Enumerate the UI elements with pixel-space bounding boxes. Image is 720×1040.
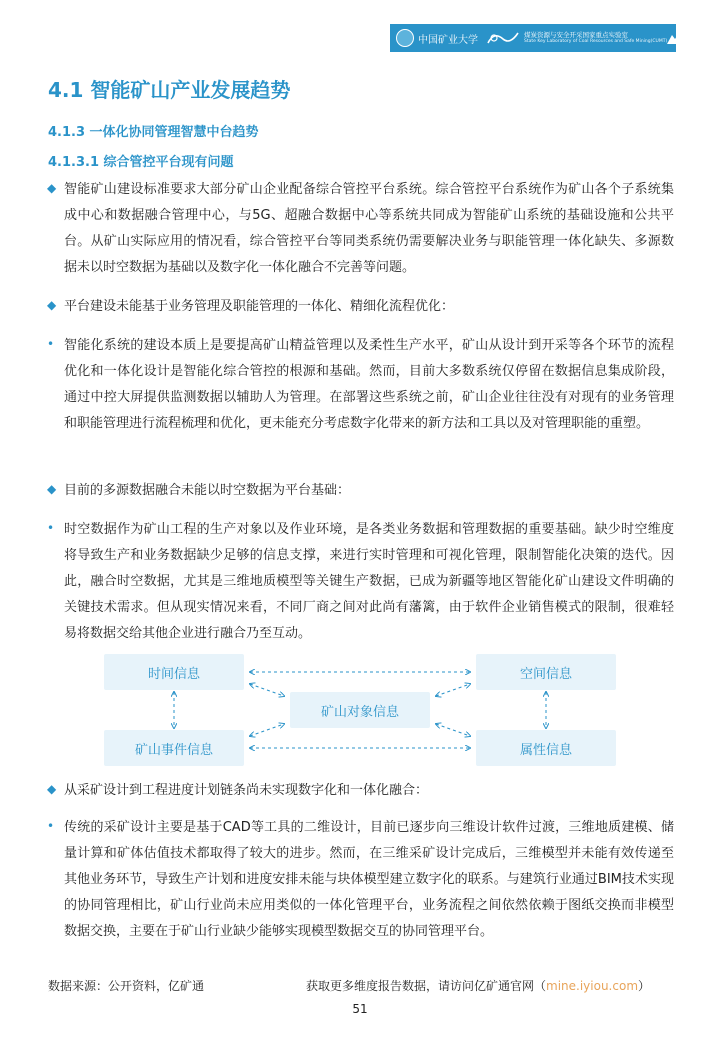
node-time-info: 时间信息 [104,654,244,690]
connector-time-center [250,684,284,696]
connector-center-attribute [436,724,470,736]
node-space-info: 空间信息 [476,654,616,690]
section-title: 4.1 智能矿山产业发展趋势 [48,78,291,102]
issue-detail-3: 传统的采矿设计主要是基于CAD等工具的二维设计，目前已逐步向三维设计软件过渡，三维地质建模、储量计算和矿体估值技术都取得了较大的进步。然而，在三维采矿设计完成后，三维模型并未能有效传递至其他业务环节，导致生产计划和进度安排未能与块体模型建立数字化的联系。与建筑行业通过BIM技术实现的协同管理相比，矿山行业尚未应用类似的一体化管理平台，业务流程之间依然依赖于图纸交换而非模型数据交换，主要在于矿山行业缺少能够实现模型数据交互的协同管理平台。 [64,820,674,939]
node-attribute-info: 属性信息 [476,730,616,766]
node-mine-object-info: 矿山对象信息 [290,692,430,728]
connector-event-center [250,724,284,736]
lab-name: 煤炭资源与安全开采国家重点实验室 [524,30,628,39]
issue-heading-1: 平台建设未能基于业务管理及职能管理的一体化、精细化流程优化： [64,299,455,314]
issue-detail-2: 时空数据作为矿山工程的生产对象以及作业环境，是各类业务数据和管理数据的重要基础。缺少时空维度将导致生产和业务数据缺少足够的信息支撑，来进行实时管理和可视化管理，限制智能化决策的迭代。因此，融合时空数据，尤其是三维地质模型等关键生产数据，已成为新疆等地区智能化矿山建设文件明确的关键技术需求。但从现实情况来看，不同厂商之间对此尚有藩篱，由于软件企业销售模式的限制，很难轻易将数据交给其他企业进行融合乃至互动。 [64,522,674,641]
issue-detail-1: 智能化系统的建设本质上是要提高矿山精益管理以及柔性生产水平，矿山从设计到开采等各个环节的流程优化和一体化设计是智能化综合管控的根源和基础。然而，目前大多数系统仅停留在数据信息集成阶段，通过中控大屏提供监测数据以辅助人为管理。在部署这些系统之前，矿山企业往往没有对现有的业务管理和职能管理进行流程梳理和优化，更未能充分考虑数字化带来的新方法和工具以及对管理职能的重塑。 [64,338,674,431]
connector-center-space [436,684,470,696]
university-name: 中国矿业大学 [418,34,478,46]
header-banner [390,24,708,52]
diamond-bullet: ◆ [47,782,57,796]
issue-heading-3: 从采矿设计到工程进度计划链条尚未实现数字化和一体化融合： [64,783,429,798]
brand-mountain-icon [667,32,681,44]
dot-bullet: • [47,819,55,833]
spatiotemporal-diagram [104,654,616,770]
page-number: 51 [352,1002,368,1016]
subsection-title: 4.1.3 一体化协同管理智慧中台趋势 [48,125,259,140]
dot-bullet: • [47,337,55,351]
dot-bullet: • [47,521,55,535]
footer-visit-prefix: 获取更多维度报告数据，请访问亿矿通官网（ [306,979,547,993]
brand-name: 亿矿通 [683,33,708,43]
lab-name-en: State Key Laboratory of Coal Resources and Safe Mining(CUMT) [524,39,668,44]
diamond-bullet: ◆ [47,181,57,195]
footer-visit-suffix: ） [638,979,651,993]
paragraph-intro: 智能矿山建设标准要求大部分矿山企业配备综合管控平台系统。综合管控平台系统作为矿山各个子系统集成中心和数据融合管理中心，与5G、超融合数据中心等系统共同成为智能矿山系统的基础设施和公共平台。从矿山实际应用的情况看，综合管控平台等同类系统仍需要解决业务与职能管理一体化缺失、多源数据未以时空数据为基础以及数字化一体化融合不完善等问题。 [64,182,674,275]
diamond-bullet: ◆ [47,482,57,496]
diamond-bullet: ◆ [47,298,57,312]
data-source: 数据来源：公开资料，亿矿通 [48,979,205,993]
brand-logo [667,32,707,44]
node-mine-event-info: 矿山事件信息 [104,730,244,766]
subsubsection-title: 4.1.3.1 综合管控平台现有问题 [48,155,234,170]
university-seal-icon [396,29,414,47]
website-link[interactable]: mine.iyiou.com [546,979,639,993]
issue-heading-2: 目前的多源数据融合未能以时空数据为平台基础： [64,483,351,498]
footer-visit-note [306,977,650,994]
lab-logo-icon [486,29,520,47]
